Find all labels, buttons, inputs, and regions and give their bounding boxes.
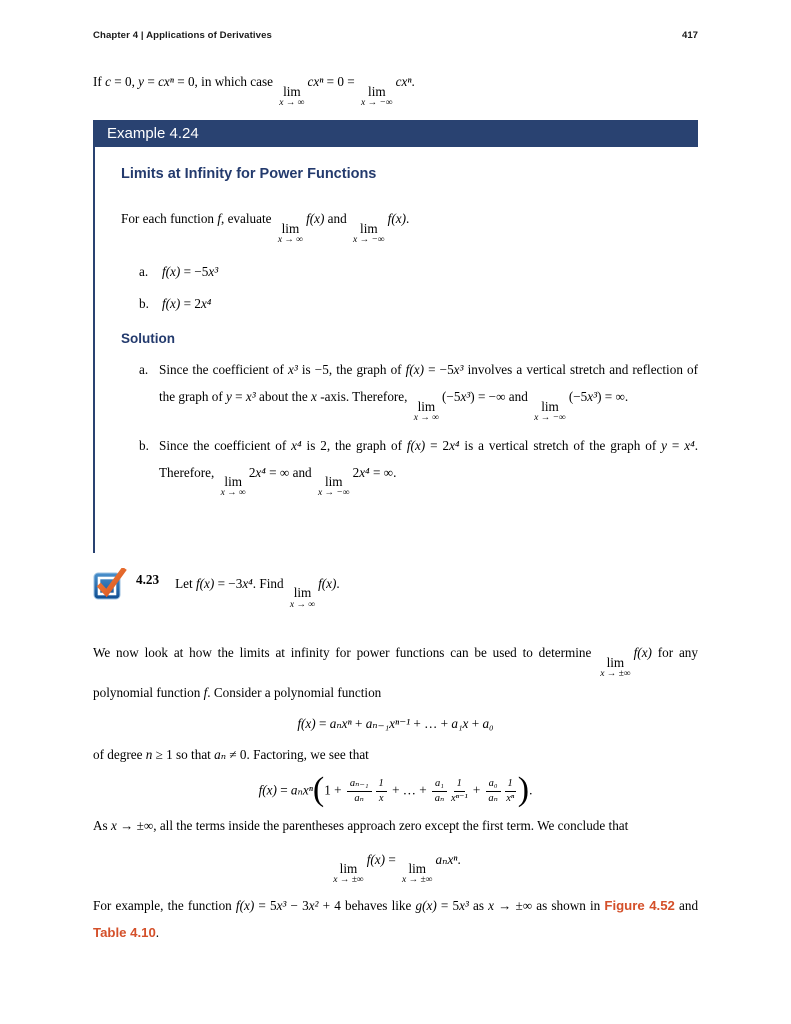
limit-notation: lim x → −∞ [317,474,350,499]
math-text: x³ [245,389,256,405]
big-parenthesis: ) [517,770,530,808]
math-text: = 5 [254,897,277,913]
math-text: f(x) [162,296,181,312]
limit-notation: lim x → ∞ [413,398,439,424]
math-text: x³ [460,389,471,405]
solution-heading: Solution [121,331,175,347]
example-number-label: Example 4.24 [107,125,199,143]
math-text: . Therefore, [159,437,699,480]
math-text: x³ [587,389,598,405]
math-text: . Find [252,575,287,591]
list-item [139,261,698,282]
math-text: + … + [410,716,452,732]
math-text: = [231,389,246,405]
math-text: Since the coefficient of [159,362,288,378]
math-text: f(x) [405,362,424,378]
math-text: for any polynomial function [93,645,698,701]
math-text: (−5 [568,389,588,405]
math-text: f(x) [306,211,325,227]
fraction: $\frac{1}{\text{xⁿ}}$ [506,778,515,805]
math-text: + [468,716,483,732]
solution-item [139,356,698,423]
math-text: x³ [276,897,287,913]
math-text: + [469,782,484,798]
example-body [93,147,698,553]
checkpoint-text [175,572,340,610]
limit-notation: lim x → −∞ [353,220,385,245]
math-text: ) = −∞ and [470,389,532,405]
formula-limit [93,843,698,886]
math-text: x [311,389,317,405]
math-text: of degree [93,747,146,763]
math-text: aₙ₋₁xⁿ⁻¹ [365,716,411,732]
math-text: As [93,817,111,833]
math-text: − 3 [286,897,309,913]
example-title: Limits at Infinity for Power Functions [121,166,377,183]
math-text: and [674,897,699,913]
checkpoint [93,566,698,610]
example-prompt [121,205,698,245]
math-text: . [155,924,160,940]
math-text: = 0, [110,74,139,89]
math-text: For example, the function [93,897,236,913]
math-text: ≠ 0. Factoring, we see that [226,747,369,763]
paragraph-as-x [93,812,698,839]
math-text: aₙ [214,747,227,763]
solution-item-label: a. [139,362,149,378]
math-text: about the [255,389,312,405]
list-item-label: b. [139,296,149,312]
math-text: . [457,851,461,867]
math-text: + [351,716,366,732]
paragraph-polynomial-intro [93,639,698,706]
math-text: cxⁿ [395,74,412,89]
math-text: = [276,782,291,798]
limit-notation: lim x → ∞ [289,585,316,610]
math-text: x⁴ [449,437,460,453]
math-text: f(x) [235,897,255,913]
math-text: = 0 = [323,74,359,89]
math-text: = 5 [436,897,460,913]
math-text: + 4 behaves like [318,897,416,913]
math-text: f(x) [162,264,181,280]
running-header [93,30,698,41]
solution-item-body [159,356,698,423]
math-text: f [203,685,208,701]
math-text: . [529,782,533,798]
math-text: x [110,817,117,833]
solution-item-label: b. [139,437,149,453]
math-text: . [405,211,410,227]
math-text: For each function [121,211,218,227]
math-text: = ∞ and [265,464,315,480]
math-text: x⁴ [684,437,695,453]
fraction: $\frac{\text{aₙ₋₁}}{\text{aₙ}}$ [347,778,372,805]
math-text: x⁴ [200,296,212,312]
limit-notation: lim x → ∞ [279,83,305,108]
example-box [93,120,698,553]
math-text: = ∞. [369,464,397,480]
big-parenthesis: ( [312,770,325,808]
list-item-math [162,293,211,314]
math-text: f(x) [258,782,277,798]
intro-paragraph [93,67,698,108]
math-text: is a vertical stretch of the graph of [459,437,662,453]
math-text: 2 [352,464,360,480]
checkpoint-number: 4.23 [136,571,160,587]
chapter-title: Chapter 4 | Applications of Derivatives [93,30,272,41]
limit-notation: lim x → ∞ [220,474,246,499]
math-text: g(x) [415,897,437,913]
math-text: (−5 [442,389,461,405]
math-text: . [411,74,415,89]
math-text: aₙxⁿ [329,716,352,732]
math-text: Since the coefficient of [159,437,292,453]
math-text: aₙxⁿ [435,851,458,867]
limit-notation: lim x → ∞ [277,220,304,245]
math-text: = 2 [180,296,201,312]
cross-reference-link[interactable]: Table 4.10 [93,924,156,940]
math-text: -axis. Therefore, [316,389,411,405]
limit-notation: lim x → ±∞ [402,861,433,886]
limit-notation: lim x → −∞ [534,398,566,424]
math-text: y [661,437,667,453]
limit-notation: lim x → −∞ [361,83,393,108]
math-text: → ±∞ as shown in [494,897,605,913]
math-text: y [226,389,232,405]
math-text: = [667,437,685,453]
example-header-bar [93,120,698,147]
fraction: $\frac{1}{\text{xⁿ⁻¹}}$ [450,778,468,805]
math-text: x⁴ [255,464,266,480]
math-text: . Consider a polynomial function [207,685,382,701]
math-text: = −3 [214,575,243,591]
math-text: f(x) [195,575,215,591]
list-item-label: a. [139,264,149,280]
math-text: = −5 [180,264,209,280]
math-text: c [105,74,111,89]
fraction: $\frac{\text{a₀}}{\text{aₙ}}$ [486,778,501,805]
solution-item-list [121,356,698,498]
checkbox-check-icon [93,568,127,601]
paragraph-degree [93,741,698,768]
math-text: . [336,575,340,591]
formula-polynomial [93,715,698,732]
math-text: , evaluate [220,211,275,227]
math-text: x [488,897,495,913]
solution-item [139,432,698,499]
math-text: = [144,74,159,89]
list-item-math [162,261,218,282]
math-text: and [324,211,351,227]
math-text: x² [308,897,319,913]
math-text: If [93,74,106,89]
fraction: $\frac{\text{a₁}}{\text{aₙ}}$ [432,778,447,805]
math-text: as [468,897,489,913]
math-text: f(x) [387,211,406,227]
math-text: aₙxⁿ [290,782,313,798]
math-text: a₁x [451,716,469,732]
math-text: involves a vertical stretch and reflection of the graph of [159,362,699,405]
list-item [139,293,698,314]
math-text: = 0, in which case [173,74,277,89]
math-text: We now look at how the limits at infinity for power functions can be used to determine [93,645,598,661]
math-text: + … + [388,782,431,798]
math-text: cxⁿ [307,74,324,89]
math-text: = 2 [425,437,450,453]
solution-item-body [159,432,698,499]
math-text: 2 [248,464,256,480]
math-text: x³ [208,264,219,280]
math-text: = [385,851,400,867]
math-text: x³ [287,362,298,378]
cross-reference-link[interactable]: Figure 4.52 [604,897,675,913]
math-text: = [315,716,330,732]
math-text: → ±∞, all the terms inside the parentheses approach zero except the first term. We conclude that [116,817,629,833]
page-number: 417 [681,30,698,41]
math-text: is −5, the graph of [297,362,406,378]
math-text: a₀ [482,716,494,732]
math-text: ) = ∞. [597,389,629,405]
math-text: x³ [459,897,469,913]
math-text: f(x) [318,575,337,591]
math-text: y [138,74,145,89]
formula-factored [93,770,698,808]
math-text: f(x) [406,437,426,453]
math-text: Let [175,575,196,591]
math-text: x³ [453,362,464,378]
math-text: x⁴ [242,575,253,591]
limit-notation: lim x → ±∞ [333,861,364,886]
math-text: x⁴ [291,437,302,453]
limit-notation: lim x → ±∞ [600,654,631,679]
math-text: x⁴ [359,464,370,480]
math-text: is 2, the graph of [301,437,407,453]
paragraph-example-refs [93,892,698,946]
math-text: ≥ 1 so that [152,747,215,763]
math-text: 1 + [324,782,345,798]
example-item-list [121,261,698,314]
math-text: f [217,211,221,227]
math-text: f(x) [633,645,652,661]
fraction: $\frac{1}{x}$ [376,778,387,805]
math-text: cxⁿ [158,74,174,89]
math-text: n [145,747,153,763]
math-text: = −5 [423,362,454,378]
math-text: f(x) [366,851,386,867]
math-text: f(x) [297,716,316,732]
